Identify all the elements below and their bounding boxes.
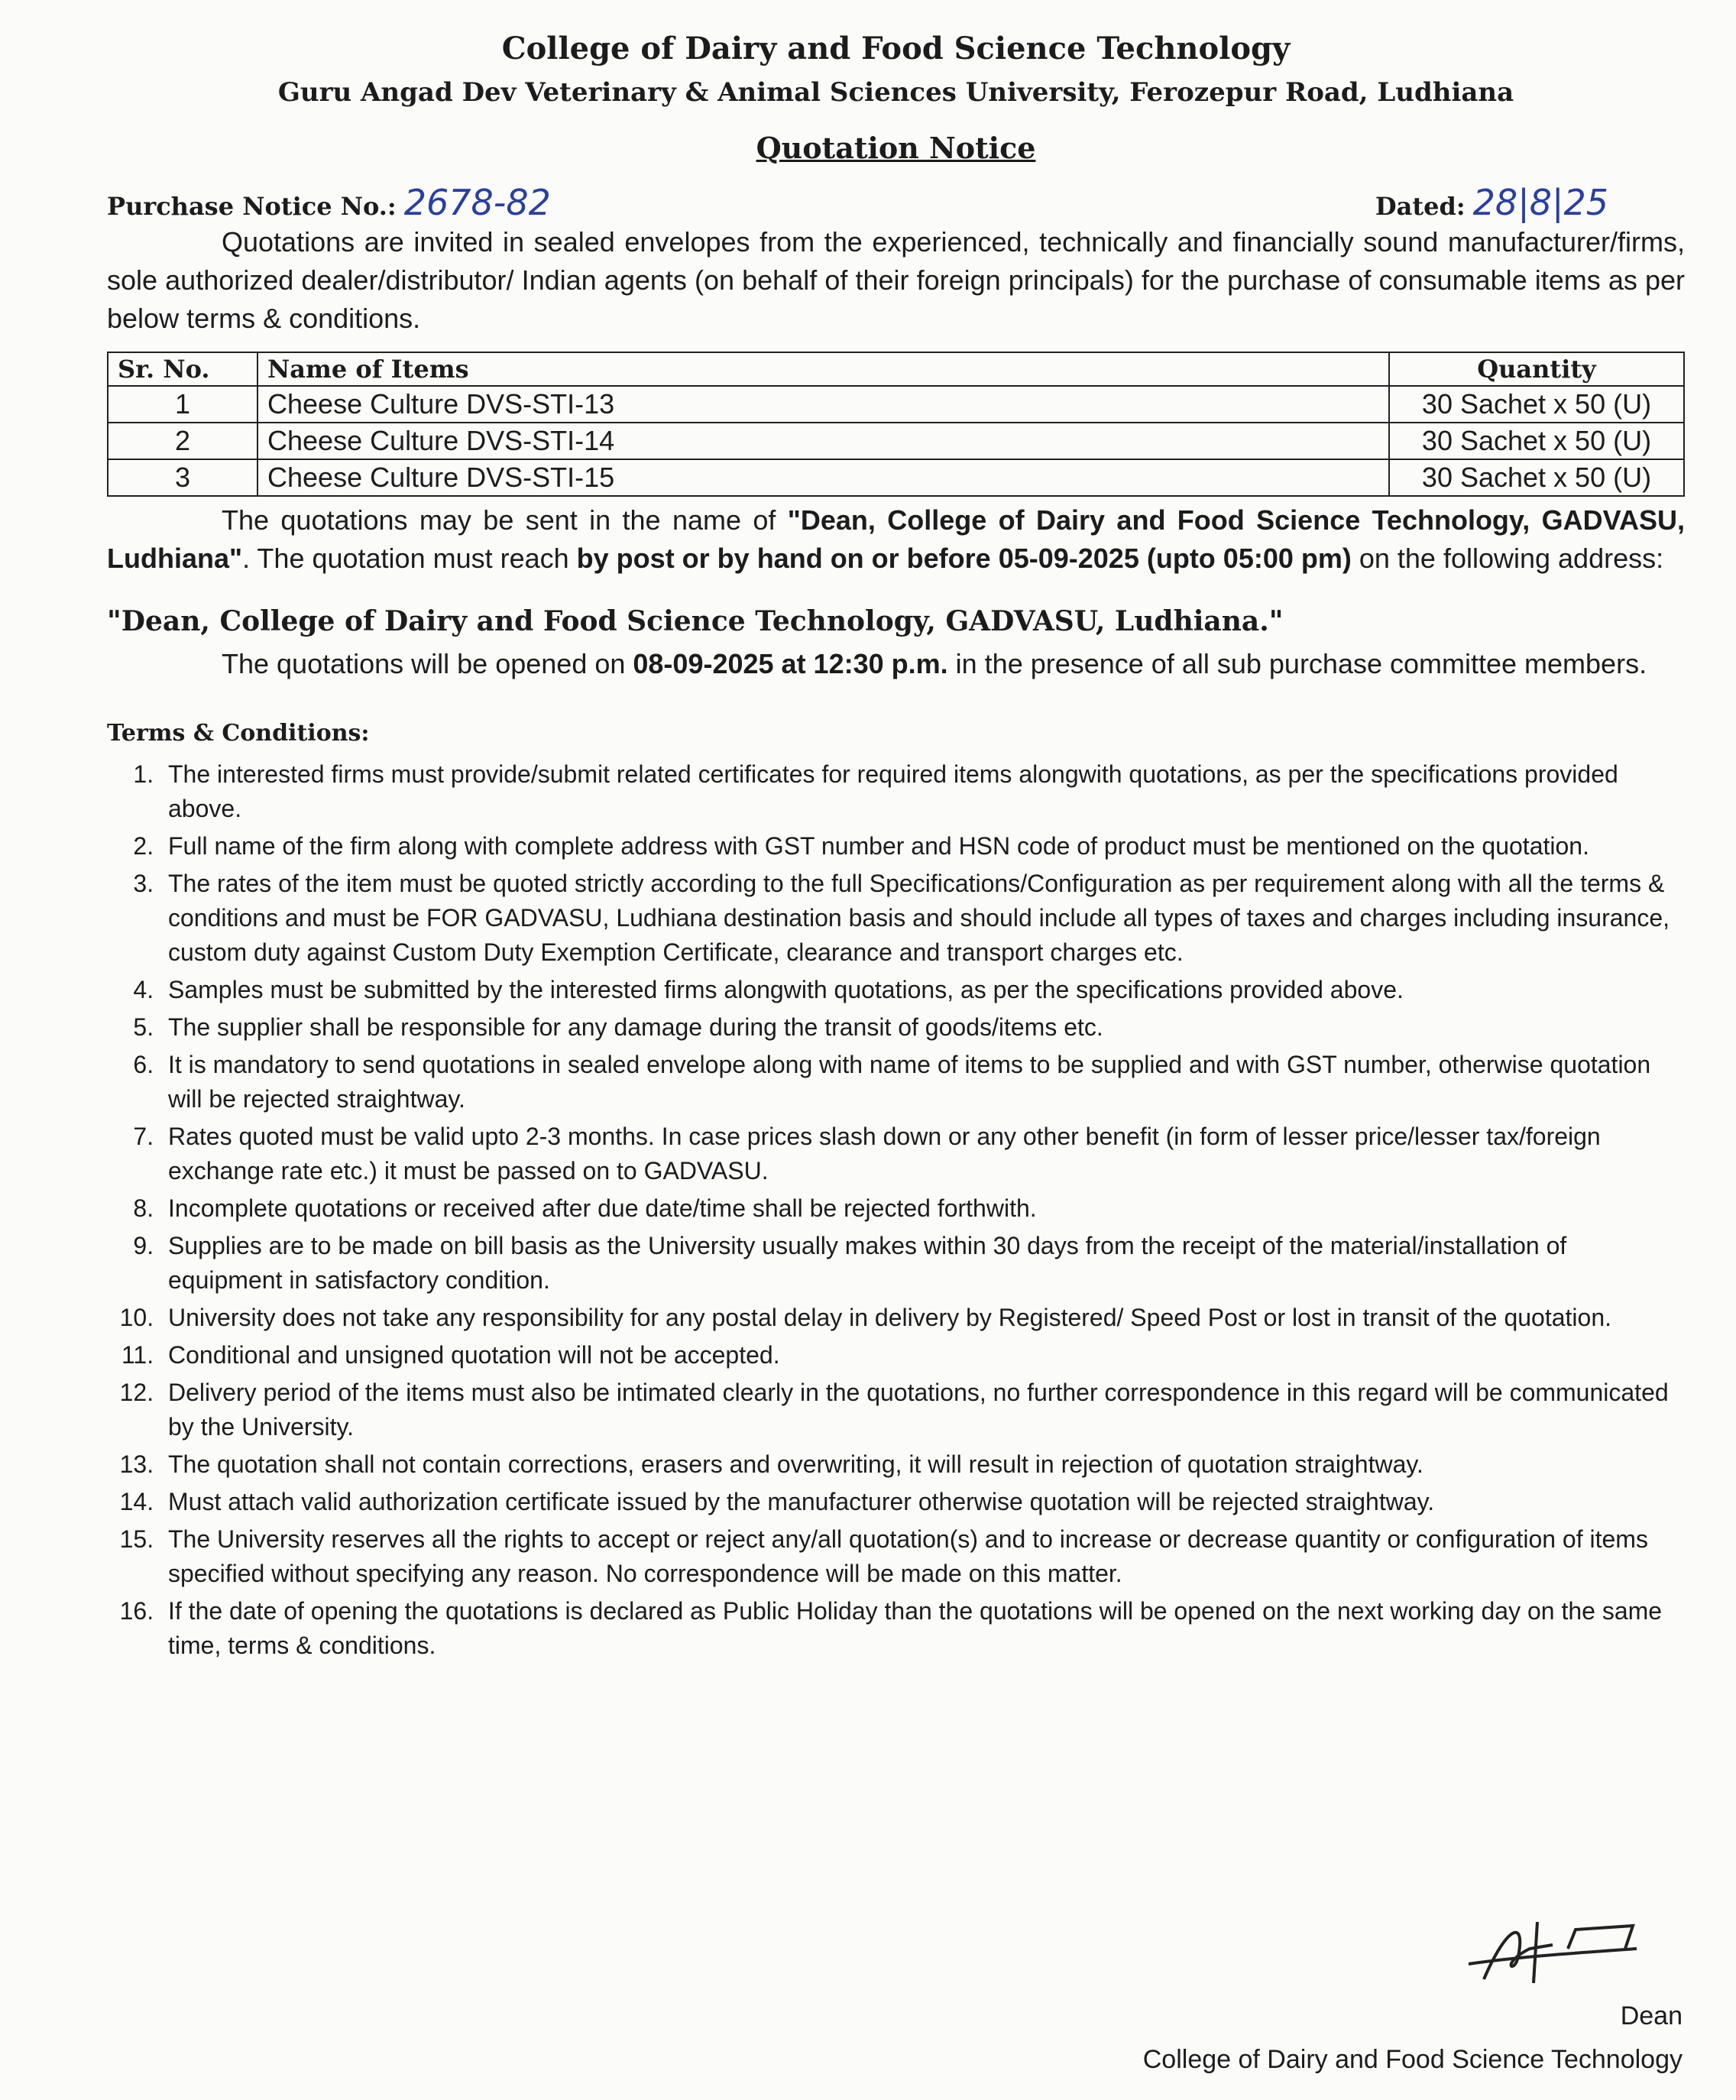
term-item: 2. Full name of the firm along with complete address with GST number and HSN code of product must be mentioned on the quotation. (160, 829, 1685, 864)
term-item: 13. The quotation shall not contain corrections, erasers and overwriting, it will result in rejection of quotation straightway. (160, 1447, 1685, 1482)
item-quantity: 30 Sachet x 50 (U) (1389, 459, 1684, 496)
term-item: 11. Conditional and unsigned quotation will not be accepted. (160, 1338, 1685, 1372)
terms-list (107, 757, 1685, 1663)
text: The quotations may be sent in the name of (222, 504, 788, 536)
term-item: 4. Samples must be submitted by the interested firms alongwith quotations, as per the specifications provided above. (160, 973, 1685, 1007)
sr-no: 2 (108, 423, 257, 459)
term-item: 14. Must attach valid authorization certificate issued by the manufacturer otherwise quotation will be rejected straightway. (160, 1485, 1685, 1519)
signature-block (1143, 1910, 1683, 2075)
table-row (108, 459, 1684, 496)
purchase-notice-label: Purchase Notice No.: (107, 192, 397, 221)
college-title: College of Dairy and Food Science Technology (501, 31, 1291, 66)
header-sr-no: Sr. No. (108, 352, 257, 386)
purchase-notice-line (107, 182, 1685, 223)
addressee: "Dean, College of Dairy and Food Science Technology, GADVASU, Ludhiana" (107, 504, 1685, 574)
term-item: 7. Rates quoted must be valid upto 2-3 months. In case prices slash down or any other benefit (in form of lesser price/lesser tax/foreign exchange rate etc.) it must be passed on to GADVASU. (160, 1120, 1685, 1188)
item-name: Cheese Culture DVS-STI-13 (257, 386, 1389, 423)
text: . The quotation must reach (242, 543, 577, 574)
text: in the presence of all sub purchase committee members. (947, 648, 1647, 679)
opening-paragraph (107, 645, 1685, 683)
item-name: Cheese Culture DVS-STI-14 (257, 423, 1389, 459)
deadline: by post or by hand on or before 05-09-2025 (upto 05:00 pm) (576, 543, 1352, 574)
items-table (107, 352, 1685, 497)
item-quantity: 30 Sachet x 50 (U) (1389, 386, 1684, 423)
header-name: Name of Items (257, 352, 1389, 386)
term-item: 15. The University reserves all the rights to accept or reject any/all quotation(s) and to increase or decrease quantity or configuration of items specified without specifying any reason. No correspondence will be made on this matter. (160, 1522, 1685, 1591)
table-header-row (108, 352, 1684, 386)
term-item: 10. University does not take any responsibility for any postal delay in delivery by Registered/ Speed Post or lost in transit of the quotation. (160, 1301, 1685, 1335)
term-item: 5. The supplier shall be responsible for any damage during the transit of goods/items etc. (160, 1010, 1685, 1045)
signatory-org: College of Dairy and Food Science Technology (1142, 2045, 1683, 2074)
term-item: 16. If the date of opening the quotations is declared as Public Holiday than the quotations will be opened on the next working day on the same time, terms & conditions. (160, 1594, 1685, 1663)
terms-heading: Terms & Conditions: (107, 720, 370, 747)
dated-label: Dated: (1375, 192, 1466, 221)
signatory-title: Dean (1620, 2001, 1683, 2030)
header-quantity: Quantity (1389, 352, 1684, 386)
purchase-notice-number: 2678-82 (403, 182, 551, 223)
term-item: 8. Incomplete quotations or received after due date/time shall be rejected forthwith. (160, 1191, 1685, 1226)
term-item: 1. The interested firms must provide/submit related certificates for required items alongwith quotations, as per the specifications provided above. (160, 757, 1685, 826)
handwritten-signature (1453, 1910, 1683, 1995)
notice-title: Quotation Notice (756, 131, 1036, 165)
term-item: 6. It is mandatory to send quotations in sealed envelope along with name of items to be supplied and with GST number, otherwise quotation will be rejected straightway. (160, 1048, 1685, 1116)
opening-datetime: 08-09-2025 at 12:30 p.m. (633, 648, 948, 679)
submission-paragraph (107, 501, 1685, 578)
dated-value: 28|8|25 (1472, 182, 1608, 223)
term-item: 9. Supplies are to be made on bill basis as the University usually makes within 30 days from the receipt of the material/installation of equipment in satisfactory condition. (160, 1229, 1685, 1298)
university-subtitle: Guru Angad Dev Veterinary & Animal Sciences University, Ferozepur Road, Ludhiana (277, 77, 1514, 108)
item-name: Cheese Culture DVS-STI-15 (257, 459, 1389, 496)
table-row (108, 423, 1684, 459)
text: on the following address: (1351, 543, 1664, 574)
address: "Dean, College of Dairy and Food Science Technology, GADVASU, Ludhiana." (107, 605, 1284, 637)
table-row (108, 386, 1684, 423)
term-item: 12. Delivery period of the items must also be intimated clearly in the quotations, no further correspondence in this regard will be communicated by the University. (160, 1376, 1685, 1444)
sr-no: 3 (108, 459, 257, 496)
sr-no: 1 (108, 386, 257, 423)
quotation-notice-document (107, 31, 1685, 1666)
item-quantity: 30 Sachet x 50 (U) (1389, 423, 1684, 459)
term-item: 3. The rates of the item must be quoted strictly according to the full Specifications/Configuration as per requirement along with all the terms & conditions and must be FOR GADVASU, Ludhiana destination basis and should include all types of taxes and charges including insurance, custom duty against Custom Duty Exemption Certificate, clearance and transport charges etc. (160, 867, 1685, 970)
intro-paragraph: Quotations are invited in sealed envelopes from the experienced, technically and financially sound manufacturer/firms, sole authorized dealer/distributor/ Indian agents (on behalf of their foreign principals) for the purchase of consumable items as per below terms & conditions. (107, 226, 1685, 334)
text: The quotations will be opened on (222, 648, 633, 679)
